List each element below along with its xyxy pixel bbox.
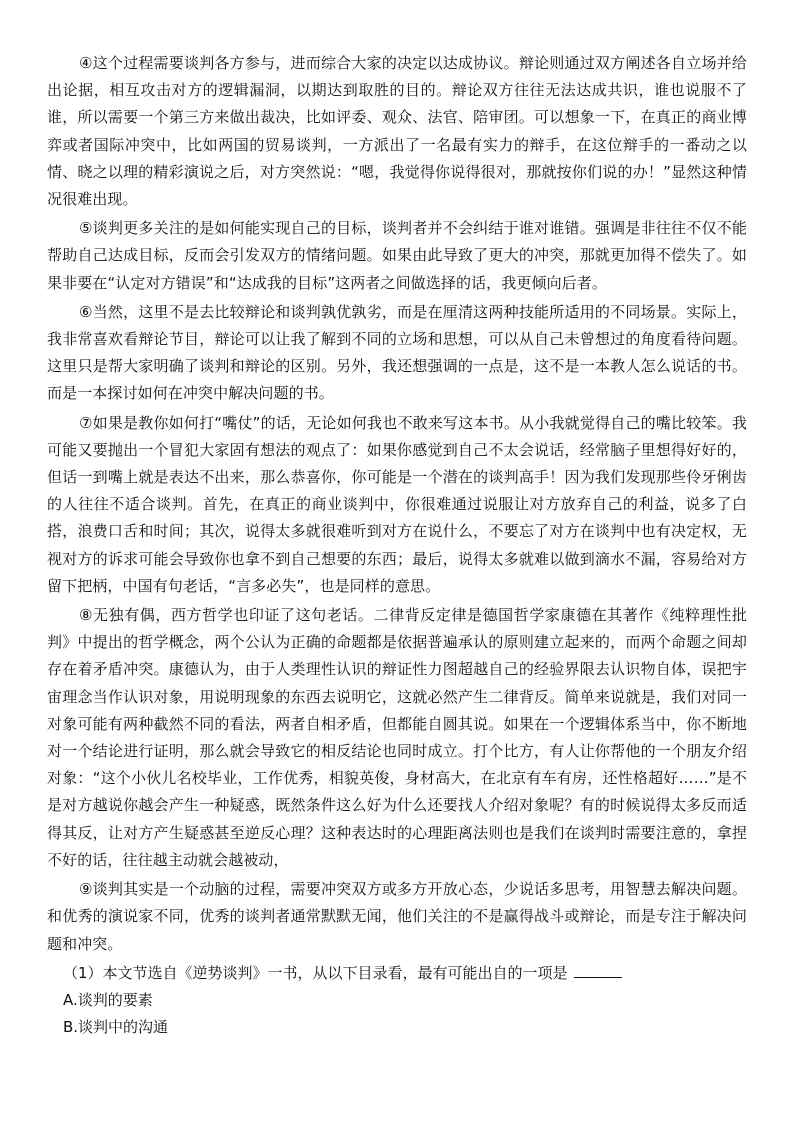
answer-blank[interactable] (574, 962, 622, 978)
paragraph-5: ⑤谈判更多关注的是如何能实现自己的目标，谈判者并不会纠结于谁对谁错。强调是非往往不仅不能帮助自己达成目标，反而会引发双方的情绪问题。如果由此导致了更大的冲突，那就更加得不偿失了。如果非要在“认定对方错误”和“达成我的目标”这两者之间做选择的话，我更倾向后者。 (47, 219, 747, 292)
paragraph-7: ⑦如果是教你如何打“嘴仗”的话，无论如何我也不敢来写这本书。从小我就觉得自己的嘴比较笨。我可能又要抛出一个冒犯大家固有想法的观点了：如果你感觉到自己不太会说话，经常脑子里想得好好的，但话一到嘴上就是表达不出来，那么恭喜你，你可能是一个潜在的谈判高手！因为我们发现那些伶牙俐齿的人往往不适合谈判。首先，在真正的商业谈判中，你很难通过说服让对方放弃自己的利益，说多了白搭，浪费口舌和时间；其次，说得太多就很难听到对方在说什么，不要忘了对方在谈判中也有决定权，无视对方的诉求可能会导致你也拿不到自己想要的东西；最后，说得太多就难以做到滴水不漏，容易给对方留下把柄，中国有句老话，“言多必失”，也是同样的意思。 (47, 413, 747, 595)
paragraph-6: ⑥当然，这里不是去比较辩论和谈判孰优孰劣，而是在厘清这两种技能所适用的不同场景。实际上，我非常喜欢看辩论节目，辩论可以让我了解到不同的立场和思想，可以从自己未曾想过的角度看待问题。这里只是帮大家明确了谈判和辩论的区别。另外，我还想强调的一点是，这不是一本教人怎么说话的书。而是一本探讨如何在冲突中解决问题的书。 (47, 302, 747, 403)
question-1 (47, 960, 747, 987)
paragraph-4: ④这个过程需要谈判各方参与，进而综合大家的决定以达成协议。辩论则通过双方阐述各自立场并给出论据，相互攻击对方的逻辑漏洞，以期达到取胜的目的。辩论双方往往无法达成共识，谁也说服不了谁，所以需要一个第三方来做出裁决，比如评委、观众、法官、陪审团。可以想象一下，在真正的商业博弈或者国际冲突中，比如两国的贸易谈判，一方派出了一名最有实力的辩手，在这位辩手的一番动之以情、晓之以理的精彩演说之后，对方突然说：“嗯，我觉得你说得很对，那就按你们说的办！”显然这种情况很难出现。 (47, 54, 747, 209)
option-b[interactable]: B.谈判中的沟通 (63, 1018, 169, 1037)
question-1-text: （1）本文节选自《逆势谈判》一书，从以下目录看，最有可能出自的一项是 (63, 963, 568, 982)
option-a[interactable]: A.谈判的要素 (63, 990, 153, 1009)
document-page (47, 50, 747, 1041)
paragraph-8: ⑧无独有偶，西方哲学也印证了这句老话。二律背反定律是德国哲学家康德在其著作《纯粹理性批判》中提出的哲学概念，两个公认为正确的命题都是依据普遍承认的原则建立起来的，而两个命题之间却存在着矛盾冲突。康德认为，由于人类理性认识的辩证性力图超越自己的经验界限去认识物自体，误把宇宙理念当作认识对象，用说明现象的东西去说明它，这就必然产生二律背反。简单来说就是，我们对同一对象可能有两种截然不同的看法，两者自相矛盾，但都能自圆其说。如果在一个逻辑体系当中，你不断地对一个结论进行证明，那么就会导致它的相反结论也同时成立。打个比方，有人让你帮他的一个朋友介绍对象：“这个小伙儿名校毕业，工作优秀，相貌英俊，身材高大，在北京有车有房，还性格超好……”是不是对方越说你越会产生一种疑惑，既然条件这么好为什么还要找人介绍对象呢？有的时候说得太多反而适得其反，让对方产生疑惑甚至逆反心理？这种表达时的心理距离法则也是我们在谈判时需要注意的，拿捏不好的话，往往越主动就会越被动， (47, 606, 747, 869)
paragraph-9: ⑨谈判其实是一个动脑的过程，需要冲突双方或多方开放心态，少说话多思考，用智慧去解决问题。和优秀的演说家不同，优秀的谈判者通常默默无闻，他们关注的不是赢得战斗或辩论，而是专注于解决问题和冲突。 (47, 880, 747, 953)
